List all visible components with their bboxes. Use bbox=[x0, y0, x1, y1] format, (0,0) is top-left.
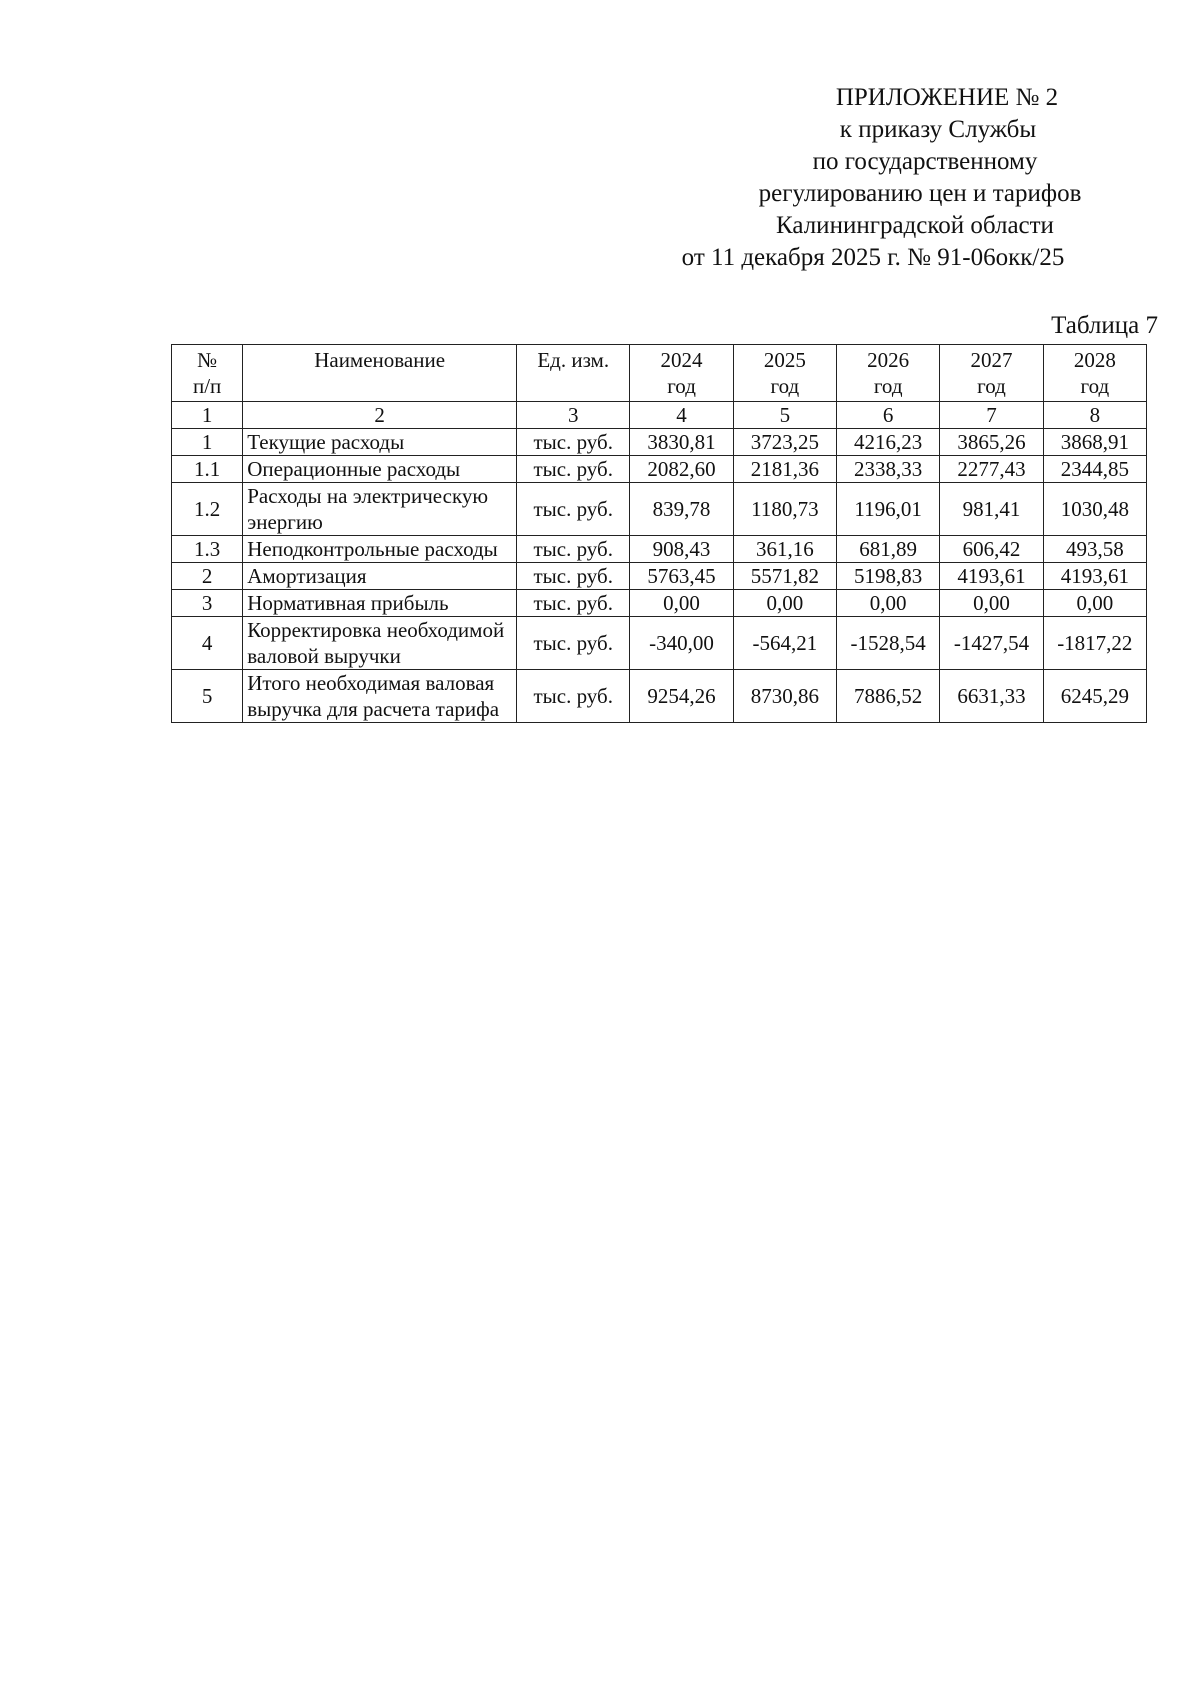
row-number: 3 bbox=[172, 590, 243, 617]
header-year-suffix: год bbox=[770, 374, 800, 398]
row-value-2025: 1180,73 bbox=[733, 483, 836, 536]
header-year-value: 2025 bbox=[763, 348, 806, 372]
row-value-2026: -1528,54 bbox=[837, 617, 940, 670]
row-value-2027: 0,00 bbox=[940, 590, 1043, 617]
header-no bbox=[172, 345, 243, 402]
row-value-2026: 4216,23 bbox=[837, 429, 940, 456]
column-index: 6 bbox=[837, 402, 940, 429]
row-unit: тыс. руб. bbox=[517, 670, 630, 723]
header-line-order: к приказу Службы bbox=[839, 116, 1037, 143]
table-row bbox=[172, 617, 1147, 670]
row-value-2027: 606,42 bbox=[940, 536, 1043, 563]
table-row bbox=[172, 590, 1147, 617]
row-name: Итого необходимая валовая выручка для расчета тарифа bbox=[243, 670, 517, 723]
row-unit: тыс. руб. bbox=[517, 456, 630, 483]
row-value-2024: 9254,26 bbox=[630, 670, 733, 723]
header-year-2028 bbox=[1043, 345, 1146, 402]
row-unit: тыс. руб. bbox=[517, 617, 630, 670]
row-number: 1.2 bbox=[172, 483, 243, 536]
row-value-2024: 3830,81 bbox=[630, 429, 733, 456]
row-unit: тыс. руб. bbox=[517, 483, 630, 536]
table-row bbox=[172, 536, 1147, 563]
row-number: 4 bbox=[172, 617, 243, 670]
header-line-region: Калининградской области bbox=[776, 212, 1054, 239]
row-value-2025: 0,00 bbox=[733, 590, 836, 617]
table-row bbox=[172, 429, 1147, 456]
header-line-date-number: от 11 декабря 2025 г. № 91-06окк/25 bbox=[681, 244, 1065, 271]
header-year-suffix: год bbox=[1080, 374, 1110, 398]
row-value-2028: 4193,61 bbox=[1043, 563, 1146, 590]
row-value-2024: 2082,60 bbox=[630, 456, 733, 483]
row-number: 5 bbox=[172, 670, 243, 723]
row-unit: тыс. руб. bbox=[517, 536, 630, 563]
row-value-2028: 1030,48 bbox=[1043, 483, 1146, 536]
header-unit: Ед. изм. bbox=[517, 345, 630, 402]
table-row bbox=[172, 563, 1147, 590]
row-name: Нормативная прибыль bbox=[243, 590, 517, 617]
header-no-line1: № bbox=[197, 348, 218, 372]
column-index: 5 bbox=[733, 402, 836, 429]
row-value-2027: 981,41 bbox=[940, 483, 1043, 536]
header-year-2024 bbox=[630, 345, 733, 402]
header-name: Наименование bbox=[243, 345, 517, 402]
table-row bbox=[172, 456, 1147, 483]
row-value-2028: 493,58 bbox=[1043, 536, 1146, 563]
appendix-header bbox=[590, 82, 1150, 274]
header-year-2027 bbox=[940, 345, 1043, 402]
row-value-2028: 0,00 bbox=[1043, 590, 1146, 617]
column-index: 7 bbox=[940, 402, 1043, 429]
column-index-row bbox=[172, 402, 1147, 429]
row-name: Амортизация bbox=[243, 563, 517, 590]
header-year-2025 bbox=[733, 345, 836, 402]
header-year-suffix: год bbox=[667, 374, 696, 398]
header-year-suffix: год bbox=[873, 374, 903, 398]
row-number: 1.1 bbox=[172, 456, 243, 483]
table-row bbox=[172, 483, 1147, 536]
table-header-row bbox=[172, 345, 1147, 402]
row-number: 1.3 bbox=[172, 536, 243, 563]
row-value-2025: 3723,25 bbox=[733, 429, 836, 456]
row-value-2026: 7886,52 bbox=[837, 670, 940, 723]
column-index: 3 bbox=[517, 402, 630, 429]
row-name: Операционные расходы bbox=[243, 456, 517, 483]
header-year-value: 2028 bbox=[1073, 348, 1116, 372]
row-number: 1 bbox=[172, 429, 243, 456]
header-year-suffix: год bbox=[977, 374, 1006, 398]
row-value-2025: 361,16 bbox=[733, 536, 836, 563]
row-name: Расходы на электрическую энергию bbox=[243, 483, 517, 536]
row-name: Неподконтрольные расходы bbox=[243, 536, 517, 563]
header-year-value: 2026 bbox=[867, 348, 910, 372]
row-unit: тыс. руб. bbox=[517, 590, 630, 617]
row-value-2026: 681,89 bbox=[837, 536, 940, 563]
header-year-2026 bbox=[837, 345, 940, 402]
tariff-table bbox=[171, 344, 1147, 723]
row-value-2027: 2277,43 bbox=[940, 456, 1043, 483]
row-value-2025: -564,21 bbox=[733, 617, 836, 670]
column-index: 4 bbox=[630, 402, 733, 429]
row-unit: тыс. руб. bbox=[517, 429, 630, 456]
row-value-2027: 6631,33 bbox=[940, 670, 1043, 723]
row-value-2025: 5571,82 bbox=[733, 563, 836, 590]
header-line-service: по государственному bbox=[812, 148, 1038, 175]
row-value-2025: 8730,86 bbox=[733, 670, 836, 723]
table-row bbox=[172, 670, 1147, 723]
row-value-2024: 908,43 bbox=[630, 536, 733, 563]
row-number: 2 bbox=[172, 563, 243, 590]
row-value-2026: 1196,01 bbox=[837, 483, 940, 536]
row-value-2027: 4193,61 bbox=[940, 563, 1043, 590]
row-value-2024: 5763,45 bbox=[630, 563, 733, 590]
header-no-line2: п/п bbox=[192, 374, 222, 398]
column-index: 2 bbox=[243, 402, 517, 429]
column-index: 8 bbox=[1043, 402, 1146, 429]
row-unit: тыс. руб. bbox=[517, 563, 630, 590]
row-value-2025: 2181,36 bbox=[733, 456, 836, 483]
row-value-2028: 6245,29 bbox=[1043, 670, 1146, 723]
header-year-value: 2027 bbox=[970, 348, 1013, 372]
row-value-2027: 3865,26 bbox=[940, 429, 1043, 456]
row-value-2024: 839,78 bbox=[630, 483, 733, 536]
row-value-2028: 3868,91 bbox=[1043, 429, 1146, 456]
row-value-2024: -340,00 bbox=[630, 617, 733, 670]
row-value-2026: 2338,33 bbox=[837, 456, 940, 483]
row-name: Текущие расходы bbox=[243, 429, 517, 456]
header-year-value: 2024 bbox=[660, 348, 703, 372]
header-line-regulation: регулированию цен и тарифов bbox=[758, 180, 1082, 207]
row-value-2027: -1427,54 bbox=[940, 617, 1043, 670]
row-name: Корректировка необходимой валовой выручки bbox=[243, 617, 517, 670]
table-caption: Таблица 7 bbox=[1051, 312, 1158, 339]
row-value-2028: -1817,22 bbox=[1043, 617, 1146, 670]
header-line-appendix-number: ПРИЛОЖЕНИЕ № 2 bbox=[835, 84, 1059, 111]
row-value-2028: 2344,85 bbox=[1043, 456, 1146, 483]
row-value-2024: 0,00 bbox=[630, 590, 733, 617]
row-value-2026: 5198,83 bbox=[837, 563, 940, 590]
column-index: 1 bbox=[172, 402, 243, 429]
row-value-2026: 0,00 bbox=[837, 590, 940, 617]
